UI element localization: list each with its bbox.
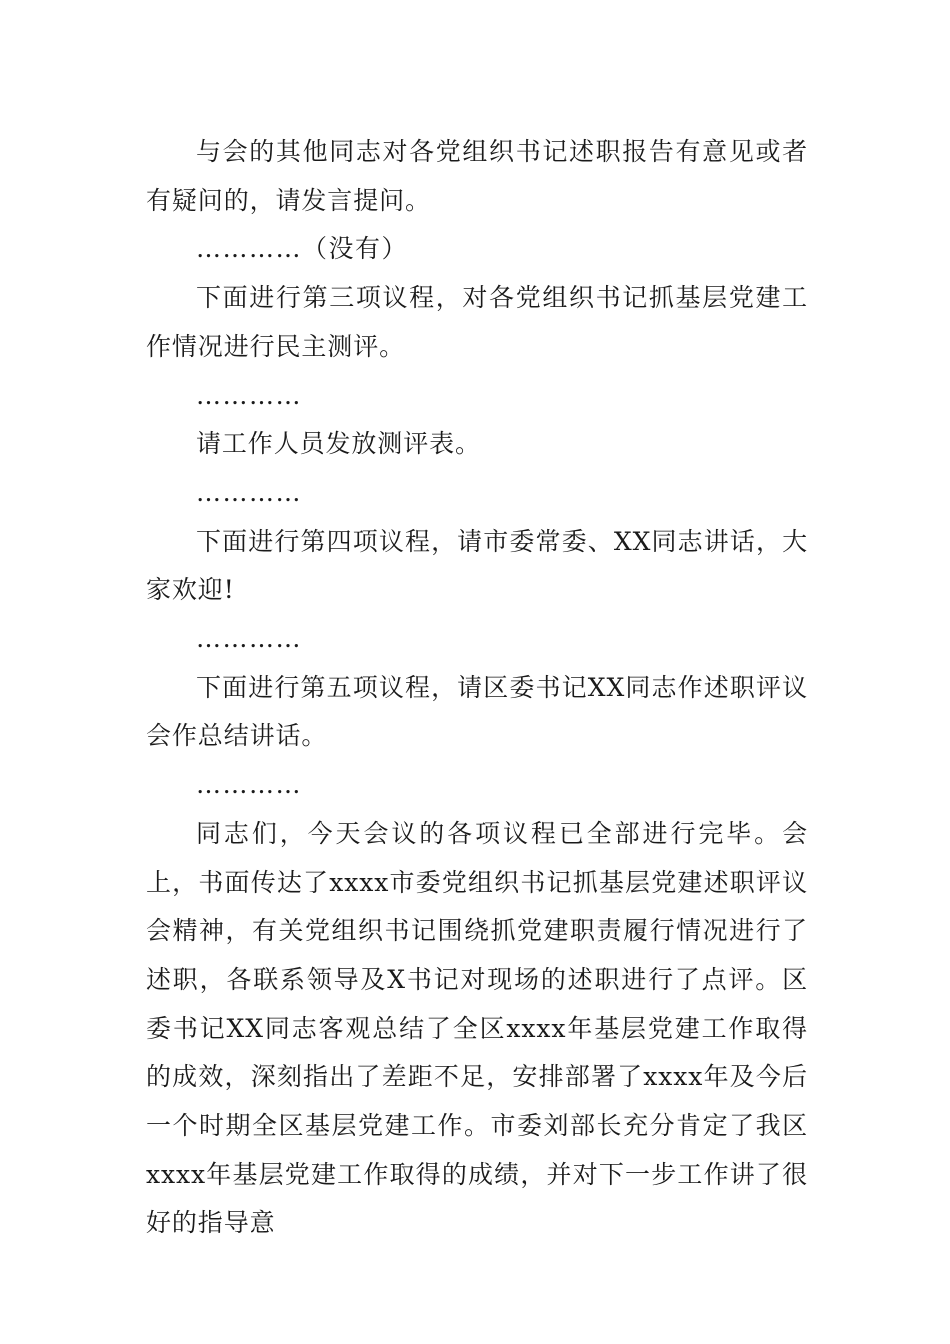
document-body [146,128,808,1248]
paragraph-ellipsis-none: …………（没有） [196,234,409,264]
paragraph-questions: 与会的其他同志对各党组织书记述职报告有意见或者有疑问的，请发言提问。 [146,137,808,215]
paragraph-summary: 同志们，今天会议的各项议程已全部进行完毕。会上，书面传达了xxxx市委党组织书记抓基层党建述职评议会精神，有关党组织书记围绕抓党建职责履行情况进行了述职，各联系领导及X书记对现场的述职进行了点评。区委书记XX同志客观总结了全区xxxx年基层党建工作取得的成效，深刻指出了差距不足，安排部署了xxxx年及今后一个时期全区基层党建工作。市委刘部长充分肯定了我区xxxx年基层党建工作取得的成绩，并对下一步工作讲了很好的指导意 [146,818,808,1238]
paragraph-ellipsis: ………… [196,770,302,800]
paragraph-agenda-four: 下面进行第四项议程，请市委常委、XX同志讲话，大家欢迎! [146,526,808,605]
paragraph-distribute-forms: 请工作人员发放测评表。 [196,429,481,459]
paragraph-ellipsis: ………… [196,477,302,507]
paragraph-ellipsis: ………… [196,380,302,410]
paragraph-ellipsis: ………… [196,624,302,654]
paragraph-agenda-five: 下面进行第五项议程，请区委书记XX同志作述职评议会作总结讲话。 [146,672,808,751]
paragraph-agenda-three: 下面进行第三项议程，对各党组织书记抓基层党建工作情况进行民主测评。 [146,283,808,361]
